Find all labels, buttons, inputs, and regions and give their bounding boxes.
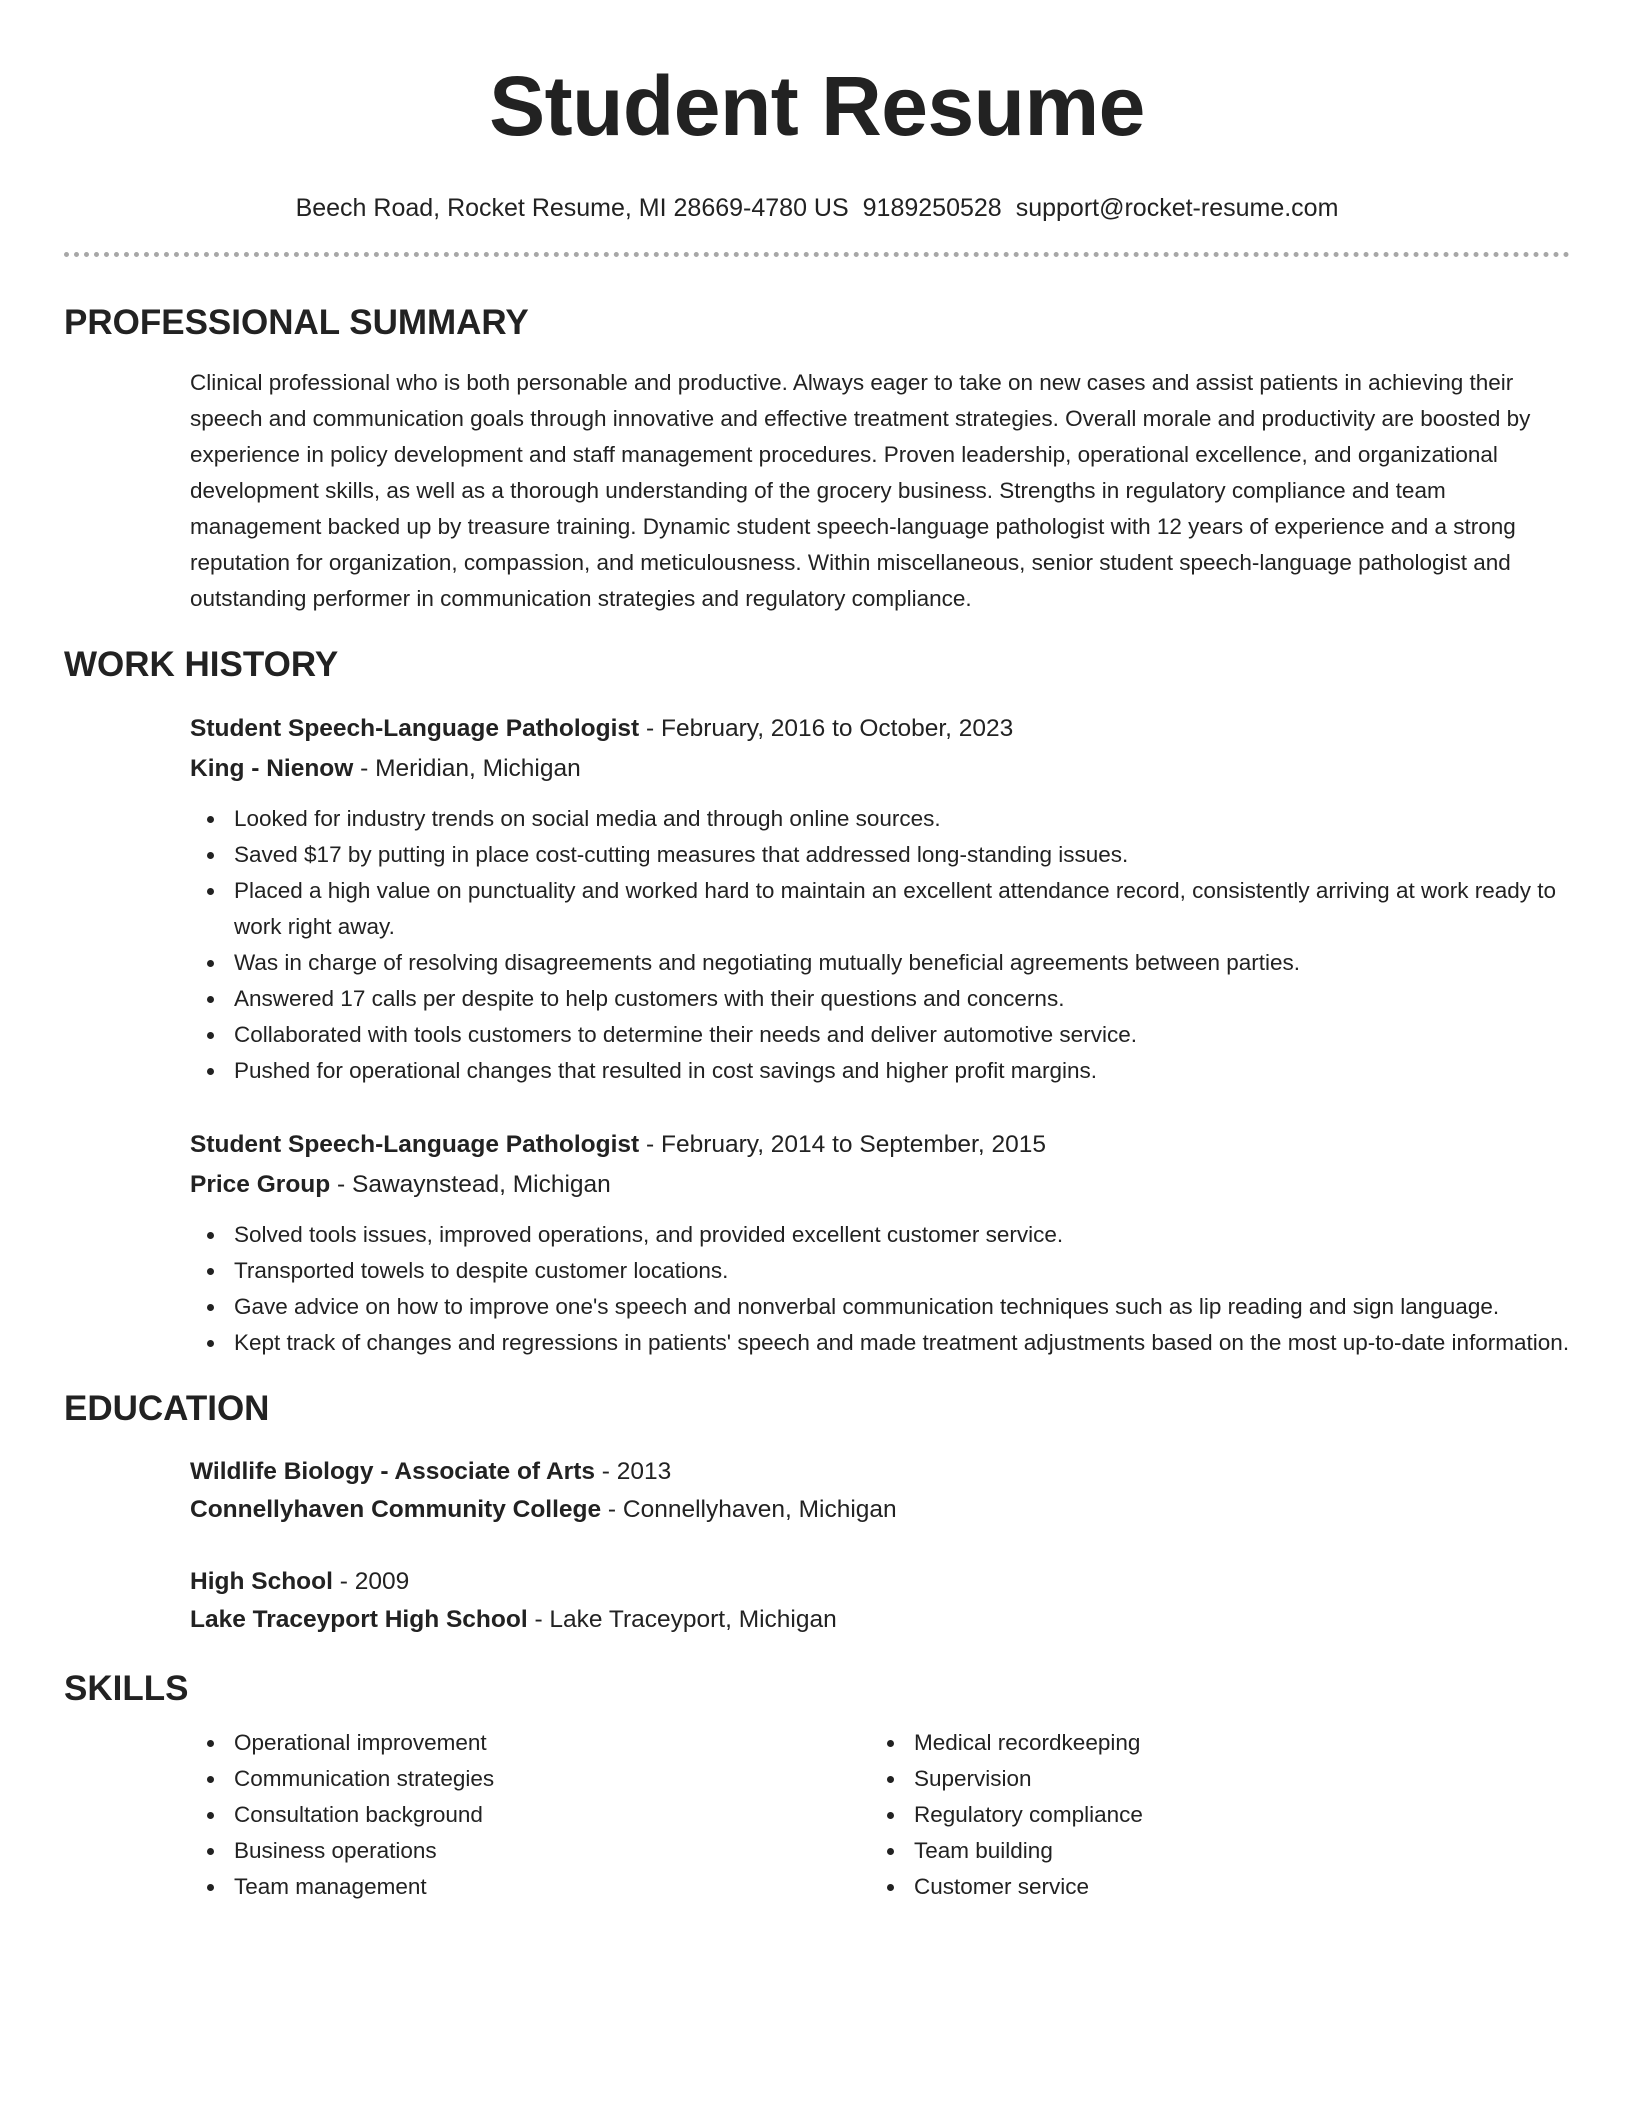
summary-section xyxy=(64,301,1570,617)
skills-list xyxy=(190,1725,870,1905)
education-title: EDUCATION xyxy=(64,1389,270,1428)
skills-grid xyxy=(190,1725,1570,1905)
job-bullet: Gave advice on how to improve one's speech and nonverbal communication techniques such as lip reading and sign language. xyxy=(190,1289,1570,1325)
job-company: Price Group xyxy=(190,1171,331,1198)
skill-item: Regulatory compliance xyxy=(870,1797,1550,1833)
job-entry xyxy=(190,709,1570,1089)
header-divider xyxy=(64,252,1570,257)
job-company: King - Nienow xyxy=(190,755,354,782)
education-school-line xyxy=(190,1491,1570,1529)
education-location: - Lake Traceyport, Michigan xyxy=(527,1606,837,1633)
skill-item: Customer service xyxy=(870,1869,1550,1905)
education-location: - Connellyhaven, Michigan xyxy=(601,1496,897,1523)
education-degree-line xyxy=(190,1563,1570,1601)
job-bullet: Answered 17 calls per despite to help customers with their questions and concerns. xyxy=(190,981,1570,1017)
contact-email: support@rocket-resume.com xyxy=(1015,194,1339,222)
contact-phone: 9189250528 xyxy=(862,194,1002,222)
contact-address: Beech Road, Rocket Resume, MI 28669-4780 US xyxy=(295,194,849,222)
skill-item: Medical recordkeeping xyxy=(870,1725,1550,1761)
skills-title: SKILLS xyxy=(64,1669,189,1708)
job-title-line xyxy=(190,709,1570,749)
job-bullet: Placed a high value on punctuality and worked hard to maintain an excellent attendance record, consistently arriving at work ready to work right away. xyxy=(190,873,1570,945)
summary-text: Clinical professional who is both personable and productive. Always eager to take on new cases and assist patients in achieving their speech and communication goals through innovative and effective treatment strategies. Overall morale and productivity are boosted by experience in policy development and staff management procedures. Proven leadership, operational excellence, and organizational development skills, as well as a thorough understanding of the grocery business. Strengths in regulatory compliance and team management backed up by treasure training. Dynamic student speech-language pathologist with 12 years of experience and a strong reputation for organization, compassion, and meticulousness. Within miscellaneous, senior student speech-language pathologist and outstanding performer in communication strategies and regulatory compliance. xyxy=(190,370,1531,611)
job-bullet: Was in charge of resolving disagreements and negotiating mutually beneficial agreements between parties. xyxy=(190,945,1570,981)
resume-name: Student Resume xyxy=(489,59,1145,153)
job-bullet: Kept track of changes and regressions in patients' speech and made treatment adjustments based on the most up-to-date information. xyxy=(190,1325,1570,1361)
contact-line xyxy=(64,192,1570,224)
education-year: - 2013 xyxy=(594,1458,672,1485)
skill-item: Operational improvement xyxy=(190,1725,870,1761)
skill-item: Team management xyxy=(190,1869,870,1905)
job-bullet: Pushed for operational changes that resulted in cost savings and higher profit margins. xyxy=(190,1053,1570,1089)
job-entry xyxy=(190,1125,1570,1361)
job-location: - Sawaynstead, Michigan xyxy=(330,1171,611,1198)
job-location: - Meridian, Michigan xyxy=(353,755,581,782)
education-entry xyxy=(190,1563,1570,1639)
work-history-section xyxy=(64,643,1570,1361)
job-bullets xyxy=(190,801,1570,1089)
education-school-line xyxy=(190,1601,1570,1639)
job-company-line xyxy=(190,749,1570,789)
skill-item: Supervision xyxy=(870,1761,1550,1797)
work-history-title: WORK HISTORY xyxy=(64,645,339,684)
summary-title: PROFESSIONAL SUMMARY xyxy=(64,303,529,342)
job-bullets xyxy=(190,1217,1570,1361)
skills-column-left xyxy=(190,1725,870,1905)
resume-page xyxy=(64,0,1570,1905)
education-entry xyxy=(190,1453,1570,1529)
job-bullet: Looked for industry trends on social media and through online sources. xyxy=(190,801,1570,837)
skills-list xyxy=(870,1725,1550,1905)
skills-column-right xyxy=(870,1725,1550,1905)
education-degree: High School xyxy=(190,1568,333,1595)
job-dates: - February, 2014 to September, 2015 xyxy=(639,1131,1046,1158)
job-dates: - February, 2016 to October, 2023 xyxy=(639,715,1014,742)
education-school: Lake Traceyport High School xyxy=(190,1606,528,1633)
education-year: - 2009 xyxy=(332,1568,410,1595)
job-role: Student Speech-Language Pathologist xyxy=(190,1131,640,1158)
job-role: Student Speech-Language Pathologist xyxy=(190,715,640,742)
job-bullet: Saved $17 by putting in place cost-cutting measures that addressed long-standing issues. xyxy=(190,837,1570,873)
education-degree: Wildlife Biology - Associate of Arts xyxy=(190,1458,595,1485)
education-degree-line xyxy=(190,1453,1570,1491)
job-company-line xyxy=(190,1165,1570,1205)
skills-section xyxy=(64,1667,1570,1905)
skill-item: Consultation background xyxy=(190,1797,870,1833)
job-title-line xyxy=(190,1125,1570,1165)
skill-item: Business operations xyxy=(190,1833,870,1869)
job-bullet: Collaborated with tools customers to determine their needs and deliver automotive service. xyxy=(190,1017,1570,1053)
skill-item: Communication strategies xyxy=(190,1761,870,1797)
education-school: Connellyhaven Community College xyxy=(190,1496,602,1523)
job-bullet: Transported towels to despite customer locations. xyxy=(190,1253,1570,1289)
skill-item: Team building xyxy=(870,1833,1550,1869)
education-section xyxy=(64,1387,1570,1639)
job-bullet: Solved tools issues, improved operations, and provided excellent customer service. xyxy=(190,1217,1570,1253)
